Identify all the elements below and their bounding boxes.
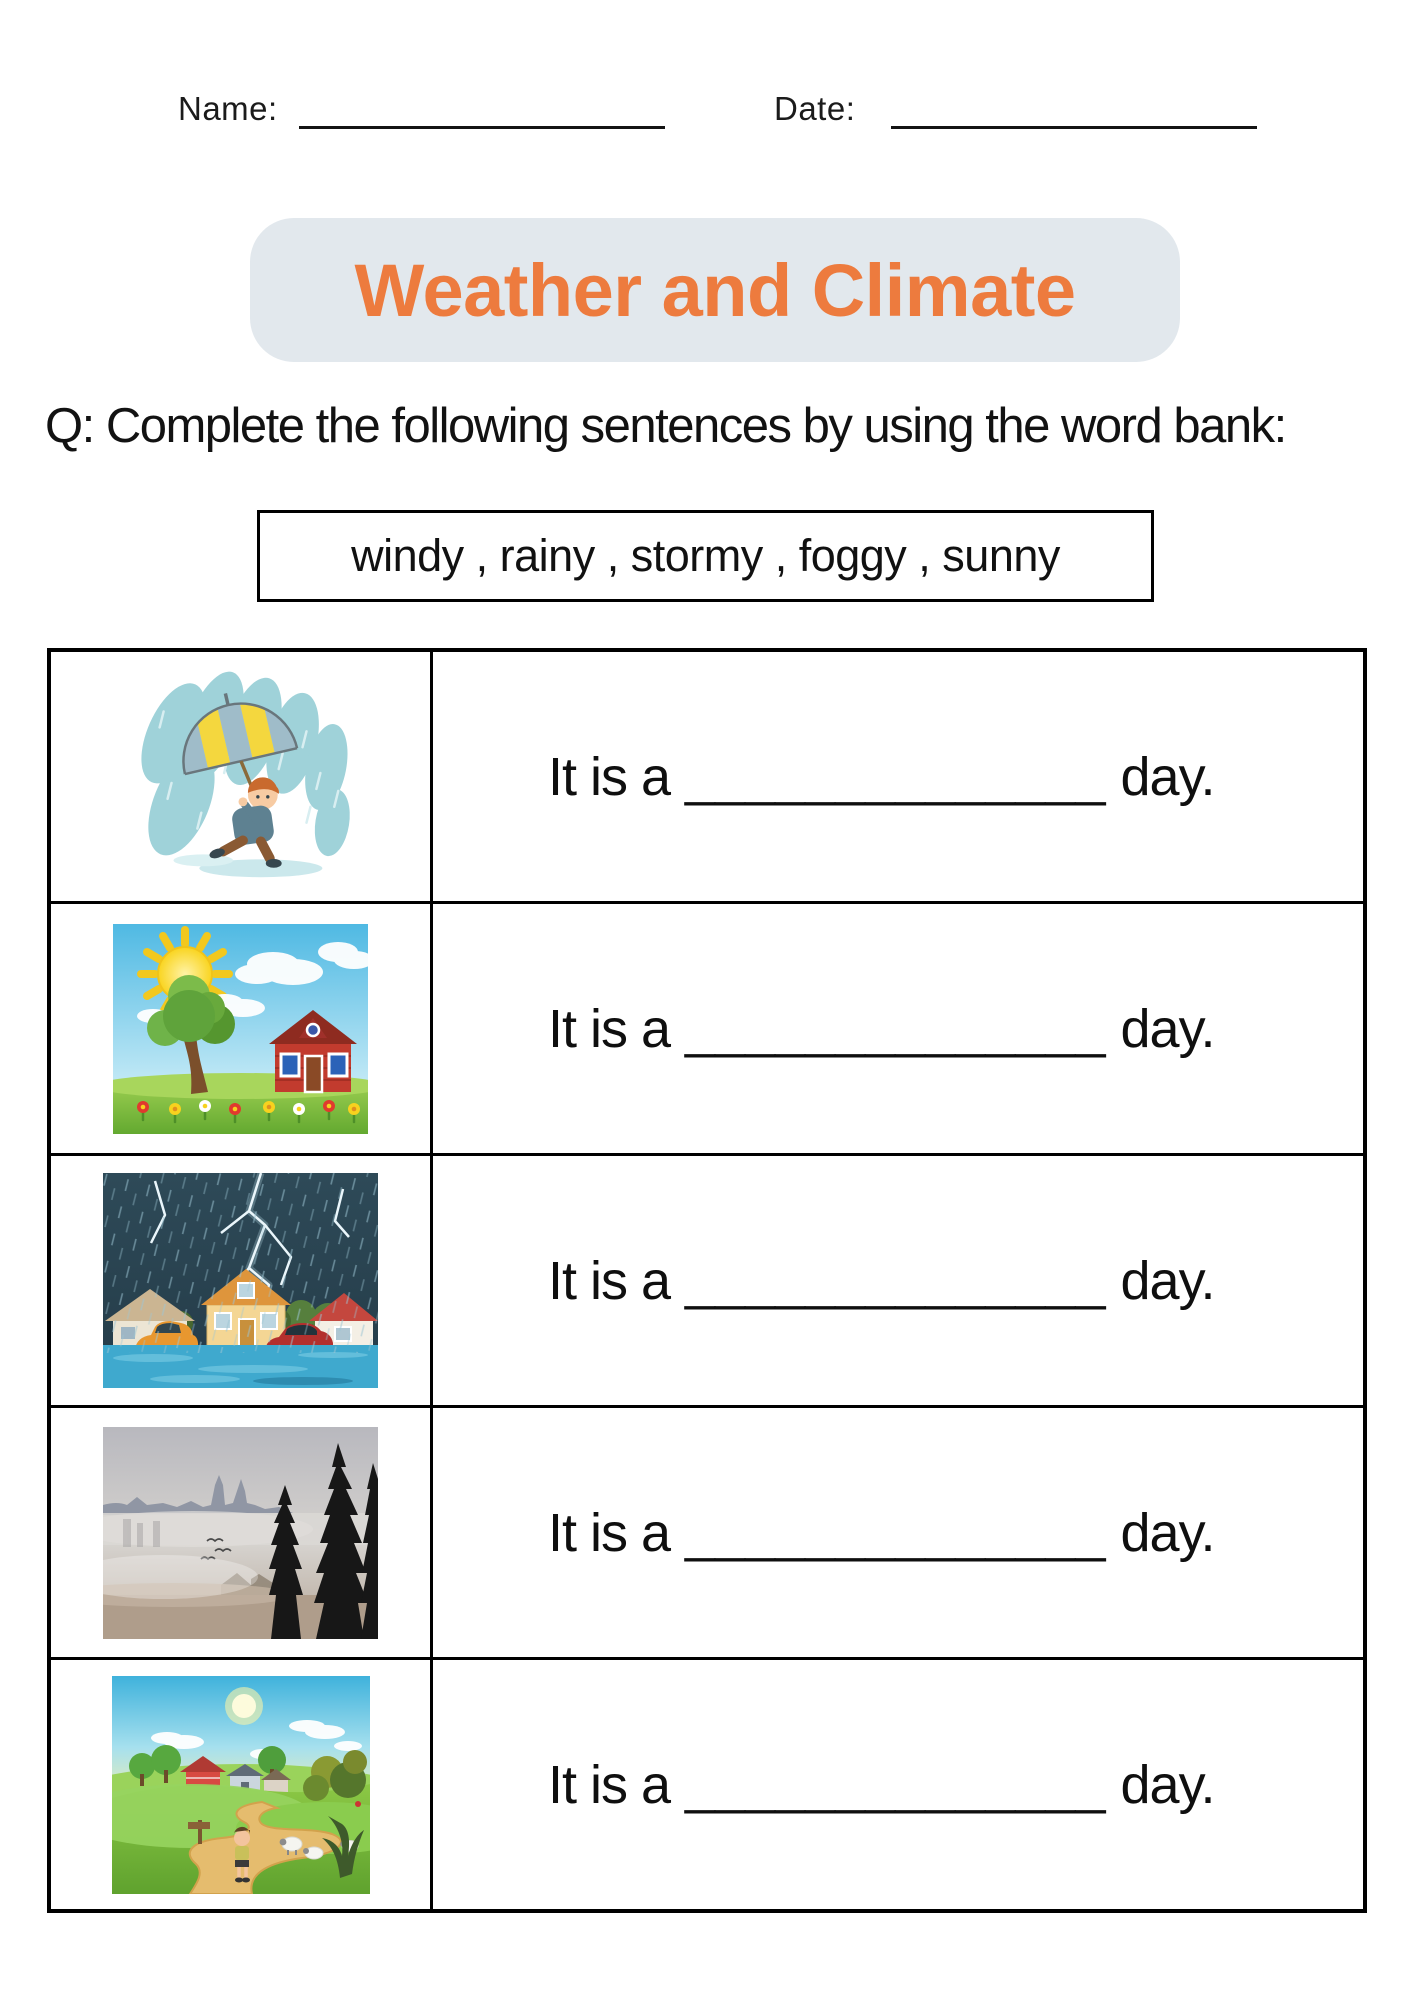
- name-label: Name:: [178, 90, 278, 128]
- date-input-line[interactable]: [891, 88, 1257, 129]
- table-row: [49, 903, 1365, 1155]
- sentence-cell: [432, 1659, 1366, 1912]
- word-bank-box: [257, 510, 1154, 602]
- sentence-text: [548, 1502, 1362, 1564]
- date-label: Date:: [774, 90, 856, 128]
- image-cell: [49, 1659, 432, 1912]
- sentence-text: [548, 1754, 1362, 1816]
- page-title: Weather and Climate: [354, 248, 1076, 332]
- sentence-suffix: day.: [1120, 746, 1215, 807]
- sentence-cell: [432, 903, 1366, 1155]
- sunny-scene-image: [113, 924, 368, 1134]
- sentence-suffix: day.: [1120, 1754, 1215, 1815]
- answer-blank[interactable]: ______________: [685, 1754, 1106, 1815]
- sentence-prefix: It is a: [548, 746, 671, 807]
- image-cell: [49, 650, 432, 903]
- sentence-suffix: day.: [1120, 1502, 1215, 1563]
- sentence-prefix: It is a: [548, 998, 671, 1059]
- title-banner: [250, 218, 1180, 362]
- worksheet-table: [47, 648, 1367, 1913]
- image-cell: [49, 903, 432, 1155]
- foggy-scene-image: [103, 1427, 378, 1639]
- windy-scene-image: [112, 1676, 370, 1894]
- answer-blank[interactable]: ______________: [685, 746, 1106, 807]
- stormy-scene-image: [103, 1173, 378, 1388]
- sentence-cell: [432, 650, 1366, 903]
- rainy-scene-image: [112, 671, 370, 883]
- sentence-prefix: It is a: [548, 1502, 671, 1563]
- question-text: Q: Complete the following sentences by using the word bank:: [45, 399, 1286, 453]
- sentence-prefix: It is a: [548, 1250, 671, 1311]
- sentence-cell: [432, 1407, 1366, 1659]
- sentence-suffix: day.: [1120, 1250, 1215, 1311]
- answer-blank[interactable]: ______________: [685, 1250, 1106, 1311]
- name-input-line[interactable]: [299, 88, 665, 129]
- answer-blank[interactable]: ______________: [685, 1502, 1106, 1563]
- word-bank-text: windy , rainy , stormy , foggy , sunny: [351, 530, 1060, 581]
- table-row: [49, 1155, 1365, 1407]
- table-row: [49, 1407, 1365, 1659]
- sentence-suffix: day.: [1120, 998, 1215, 1059]
- sentence-text: [548, 998, 1362, 1060]
- answer-blank[interactable]: ______________: [685, 998, 1106, 1059]
- sentence-prefix: It is a: [548, 1754, 671, 1815]
- sentence-text: [548, 1250, 1362, 1312]
- table-row: [49, 1659, 1365, 1912]
- sentence-cell: [432, 1155, 1366, 1407]
- table-row: [49, 650, 1365, 903]
- image-cell: [49, 1407, 432, 1659]
- name-field: [178, 88, 665, 129]
- sentence-text: [548, 746, 1362, 808]
- image-cell: [49, 1155, 432, 1407]
- date-field: [774, 88, 1257, 129]
